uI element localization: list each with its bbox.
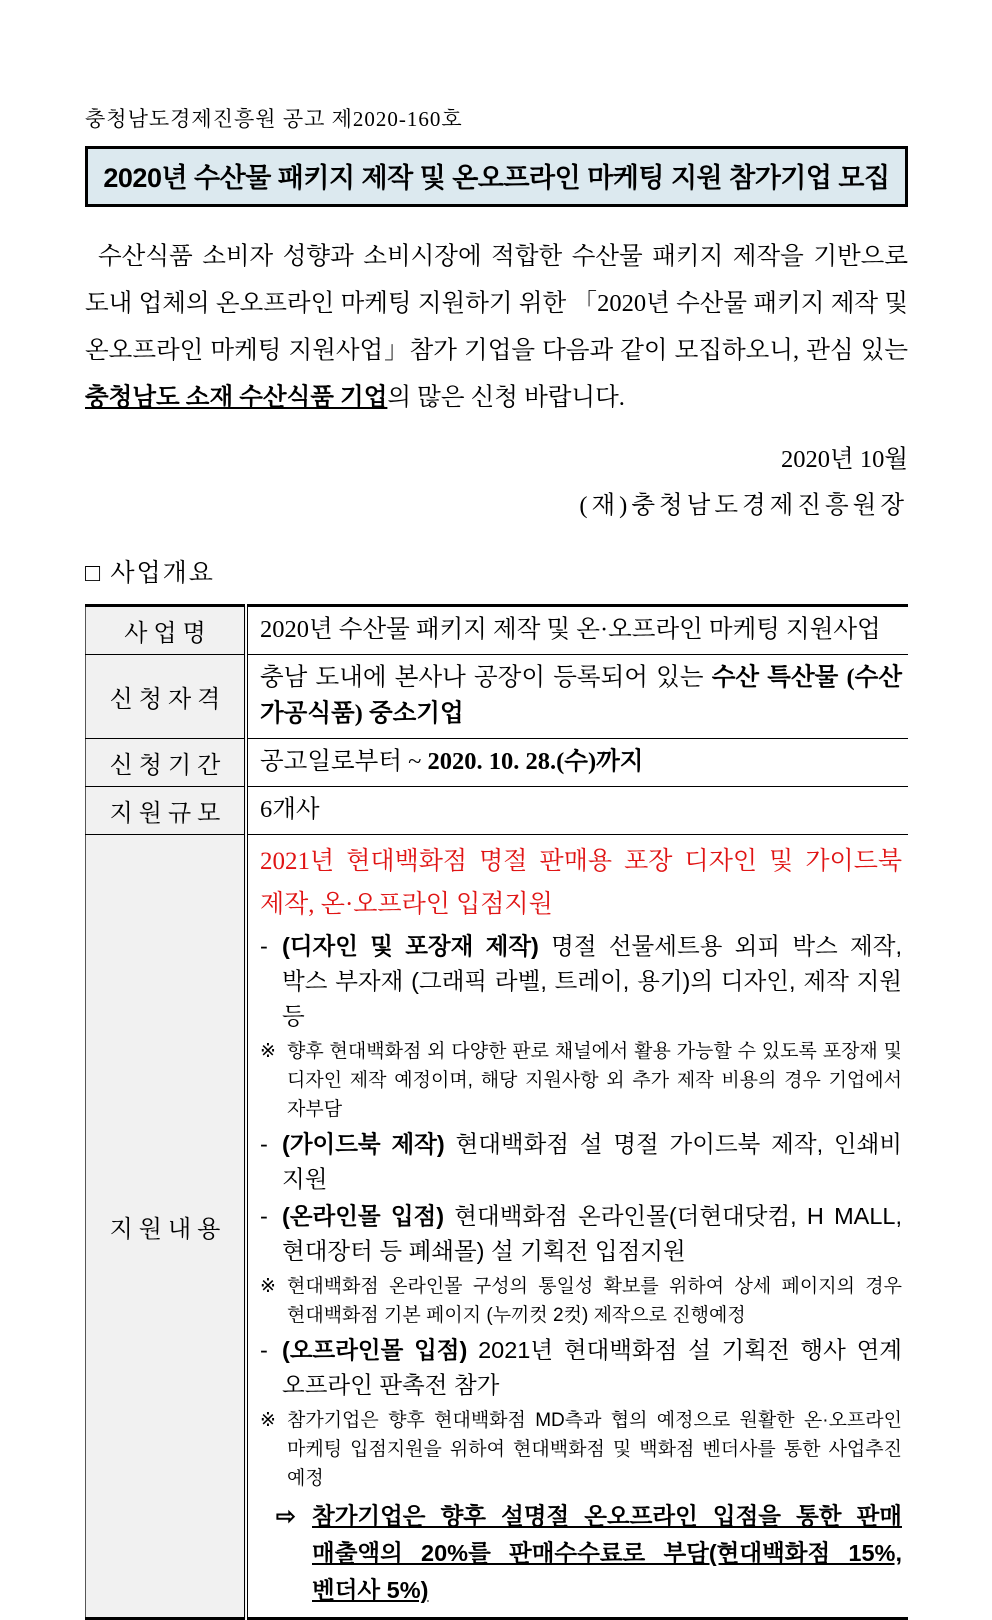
detail-plain: 현대백화점 설 명절 가이드북 제작, 인쇄비 지원	[282, 1131, 903, 1192]
row-content-scale: 6개사	[246, 787, 908, 835]
row-content-period	[246, 739, 908, 787]
detail-text	[282, 1127, 902, 1197]
callout-text: 참가기업은 향후 설명절 온오프라인 입점을 통한 판매 매출액의 20%를 판매수수료로 부담(현대백화점 15%, 벤더사 5%)	[312, 1503, 902, 1603]
detail-bold: (가이드북 제작)	[282, 1131, 445, 1157]
table-row-scale	[86, 787, 909, 835]
detail-plain: 명절 선물세트용 외피 박스 제작, 박스 부자재 (그래픽 라벨, 트레이, 용기)의 디자인, 제작 지원 등	[282, 933, 902, 1029]
arrow-icon: ⇨	[276, 1503, 296, 1529]
note-marker: ※	[260, 1041, 276, 1062]
row-label-business-name: 사 업 명	[86, 606, 247, 655]
row-content-eligibility	[246, 655, 908, 739]
details-headline: 2021년 현대백화점 명절 판매용 포장 디자인 및 가이드북 제작, 온·오프라인 입점지원	[260, 848, 902, 918]
detail-item-online-mall	[260, 1199, 902, 1269]
table-row-business-name	[86, 606, 909, 655]
note-marker: ※	[260, 1276, 276, 1297]
period-plain: 공고일로부터 ~	[260, 748, 422, 775]
doc-number: 충청남도경제진흥원 공고 제2020-160호	[85, 107, 463, 131]
dash-marker: -	[260, 933, 268, 959]
table-row-eligibility	[86, 655, 909, 739]
detail-commission-callout	[260, 1498, 902, 1609]
title-text: 2020년 수산물 패키지 제작 및 온오프라인 마케팅 지원 참가기업 모집	[103, 163, 890, 193]
detail-text	[282, 929, 902, 1034]
section-heading: □ 사업개요	[85, 560, 215, 587]
detail-bold: (디자인 및 포장재 제작)	[282, 933, 539, 959]
period-bold: 2020. 10. 28.(수)까지	[427, 748, 644, 775]
detail-bold: (온라인몰 입점)	[282, 1203, 445, 1229]
intro-paragraph	[85, 233, 908, 421]
intro-text-before: 수산식품 소비자 성향과 소비시장에 적합한 수산물 패키지 제작을 기반으로 도내 업체의 온오프라인 마케팅 지원하기 위한 「2020년 수산물 패키지 제작 및 온오프라인 마케팅 지원사업」참가 기업을 다음과 같이 모집하오니, 관심 있는	[85, 243, 908, 364]
table-row-period	[86, 739, 909, 787]
detail-item-design	[260, 929, 902, 1034]
eligibility-bold: 수산 특산물 (수산 가공식품) 중소기업	[260, 664, 903, 727]
note-text: 참가기업은 향후 현대백화점 MD측과 협의 예정으로 원활한 온·오프라인 마케팅 입점지원을 위하여 현대백화점 및 백화점 벤더사를 통한 사업추진 예정	[287, 1410, 902, 1489]
note-text: 현대백화점 온라인몰 구성의 통일성 확보를 위하여 상세 페이지의 경우 현대백화점 기본 페이지 (누끼컷 2컷) 제작으로 진행예정	[287, 1276, 902, 1326]
program-overview-table	[85, 604, 908, 1620]
detail-text	[282, 1333, 902, 1403]
detail-text	[282, 1199, 902, 1269]
row-label-period: 신 청 기 간	[86, 739, 247, 787]
intro-emphasis: 충청남도 소재 수산식품 기업	[85, 384, 388, 411]
intro-text-after: 의 많은 신청 바랍니다.	[387, 384, 625, 411]
note-text: 향후 현대백화점 외 다양한 판로 채널에서 활용 가능할 수 있도록 포장재 및 디자인 제작 예정이며, 해당 지원사항 외 추가 제작 비용의 경우 기업에서 자부담	[287, 1041, 902, 1120]
dash-marker: -	[260, 1337, 268, 1363]
row-label-scale: 지 원 규 모	[86, 787, 247, 835]
row-content-details	[246, 835, 908, 1619]
signoff-signer: (재)충청남도경제진흥원장	[579, 492, 908, 519]
table-row-details	[86, 835, 909, 1619]
row-label-details: 지 원 내 용	[86, 835, 247, 1619]
note-marker: ※	[260, 1410, 276, 1431]
row-label-eligibility: 신 청 자 격	[86, 655, 247, 739]
row-content-business-name: 2020년 수산물 패키지 제작 및 온·오프라인 마케팅 지원사업	[246, 606, 908, 655]
title-banner	[85, 146, 908, 207]
signoff-block	[85, 437, 908, 529]
detail-item-guidebook	[260, 1127, 902, 1197]
dash-marker: -	[260, 1203, 268, 1229]
detail-plain: 현대백화점 온라인몰(더현대닷컴, H MALL, 현대장터 등 폐쇄몰) 설 기획전 입점지원	[282, 1203, 902, 1264]
detail-item-offline-mall	[260, 1333, 902, 1403]
detail-note-md	[260, 1406, 902, 1493]
dash-marker: -	[260, 1131, 268, 1157]
eligibility-plain: 충남 도내에 본사나 공장이 등록되어 있는	[260, 664, 704, 691]
detail-bold: (오프라인몰 입점)	[282, 1337, 468, 1363]
signoff-date: 2020년 10월	[781, 446, 908, 473]
detail-note-packaging	[260, 1037, 902, 1124]
detail-plain: 2021년 현대백화점 설 기획전 행사 연계 오프라인 판촉전 참가	[282, 1337, 902, 1398]
detail-note-online-page	[260, 1272, 902, 1330]
